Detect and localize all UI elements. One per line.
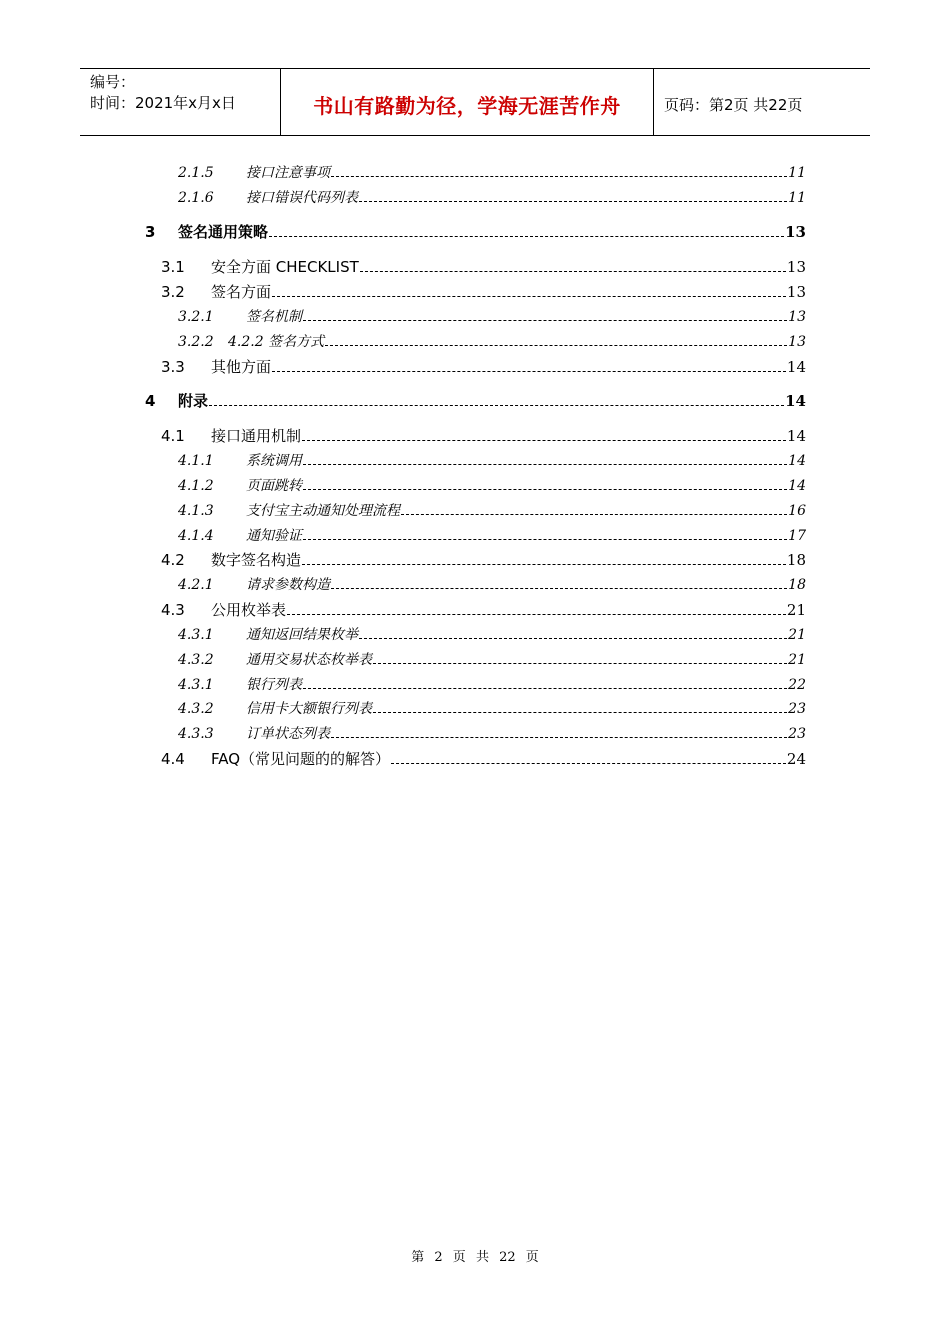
toc-entry[interactable] [161,599,806,620]
toc-entry-number: 3.2.1 [178,309,214,325]
footer-part: 共 [475,1250,489,1265]
toc-dot-leader [331,585,787,589]
page-header [80,68,870,136]
toc-dot-leader [303,317,787,321]
footer-part: 第 [411,1250,425,1265]
toc-entry[interactable] [178,500,806,520]
toc-entry-page: 11 [788,165,806,181]
toc-entry[interactable] [161,425,806,446]
toc-entry-title: 数字签名构造 [211,551,302,569]
toc-entry-title: 支付宝主动通知处理流程 [246,503,400,519]
toc-entry[interactable] [178,525,806,545]
toc-entry[interactable] [161,356,806,377]
toc-entry-page: 21 [788,652,806,668]
toc-entry-page: 11 [788,190,806,206]
toc-dot-leader [272,293,786,297]
toc-entry-title: 银行列表 [246,677,302,693]
toc-entry-page: 14 [785,392,806,410]
toc-dot-leader [303,486,787,490]
toc-entry-number: 4.2 [161,551,185,569]
toc-entry-title: FAQ（常见问题的的解答） [211,750,391,768]
toc-dot-leader [303,461,787,465]
toc-entry-number: 4.2.1 [178,577,214,593]
footer-total-pages: 22 [499,1250,516,1265]
toc-entry-title: 公用枚举表 [211,601,287,619]
toc-entry[interactable] [178,162,806,182]
toc-entry-number: 3.2.2 [178,334,214,350]
toc-entry[interactable] [178,723,806,743]
toc-entry-number: 4.1.3 [178,503,214,519]
header-motto: 书山有路勤为径，学海无涯苦作舟 [281,69,654,135]
toc-entry-number: 4.3.1 [178,627,214,643]
footer-part: 页 [452,1250,466,1265]
toc-entry-title: 签名机制 [246,309,302,325]
toc-entry[interactable] [161,549,806,570]
footer-part: 页 [525,1250,539,1265]
toc-entry-number: 3.3 [161,358,185,376]
toc-entry[interactable] [178,331,806,351]
toc-entry-page: 13 [785,223,806,241]
toc-entry[interactable] [145,221,806,242]
toc-dot-leader [373,709,787,713]
toc-entry-title: 安全方面 CHECKLIST [211,258,359,276]
toc-dot-leader [401,511,787,515]
toc-entry-title: 通用交易状态枚举表 [246,652,372,668]
toc-dot-leader [302,561,786,565]
toc-entry[interactable] [178,306,806,326]
toc-entry-number: 2.1.5 [178,165,214,181]
toc-entry-title: 订单状态列表 [246,726,330,742]
toc-entry-page: 13 [788,309,806,325]
toc-entry-number: 4.1 [161,427,185,445]
toc-entry-title: 请求参数构造 [246,577,330,593]
toc-entry-title: 签名通用策略 [178,223,269,241]
toc-dot-leader [359,198,787,202]
footer-current-page: 2 [434,1250,443,1265]
toc-entry-title: 通知返回结果枚举 [246,627,358,643]
toc-entry-page: 13 [786,258,806,276]
toc-dot-leader [303,685,787,689]
toc-entry-number: 4.3.2 [178,701,214,717]
header-page-info: 页码：第2页 共22页 [664,95,803,114]
toc-entry-page: 18 [788,577,806,593]
page-footer [0,1246,950,1265]
toc-dot-leader [359,635,787,639]
toc-entry-title: 通知验证 [246,528,302,544]
toc-entry-number: 4.1.4 [178,528,214,544]
toc-entry-page: 14 [788,453,806,469]
toc-entry-title: 接口错误代码列表 [246,190,358,206]
header-meta [80,69,281,135]
toc-dot-leader [373,660,787,664]
toc-entry-page: 23 [788,701,806,717]
toc-dot-leader [360,268,786,272]
toc-entry-title: 系统调用 [246,453,302,469]
toc-entry-title: 接口通用机制 [211,427,302,445]
toc-entry-number: 4.1.2 [178,478,214,494]
toc-entry[interactable] [178,450,806,470]
toc-entry-number: 3.2 [161,283,185,301]
document-number: 编号： [90,73,136,91]
toc-entry[interactable] [178,674,806,694]
toc-entry-page: 14 [786,358,806,376]
toc-entry[interactable] [178,698,806,718]
toc-entry-title: 信用卡大额银行列表 [246,701,372,717]
toc-entry-page: 18 [786,551,806,569]
toc-entry-page: 16 [788,503,806,519]
document-date: 时间：2021年x月x日 [90,94,236,112]
toc-entry-number: 4 [145,392,156,410]
toc-entry-title: 其他方面 [211,358,272,376]
toc-entry-title: 签名方面 [211,283,272,301]
toc-entry-number: 4.1.1 [178,453,214,469]
toc-entry-page: 14 [788,478,806,494]
toc-dot-leader [391,760,786,764]
toc-entry[interactable] [178,475,806,495]
toc-entry-number: 3.1 [161,258,185,276]
toc-entry-page: 13 [786,283,806,301]
toc-entry[interactable] [178,187,806,207]
toc-entry-page: 21 [786,601,806,619]
toc-entry-page: 22 [788,677,806,693]
toc-dot-leader [325,342,787,346]
toc-entry-number: 4.3.1 [178,677,214,693]
toc-dot-leader [331,734,787,738]
toc-entry-page: 23 [788,726,806,742]
toc-entry-title: 4.2.2 签名方式 [228,334,325,350]
toc-dot-leader [287,611,786,615]
toc-dot-leader [303,536,787,540]
toc-dot-leader [209,402,784,406]
toc-entry[interactable] [178,624,806,644]
toc-entry-number: 4.3 [161,601,185,619]
toc-entry[interactable] [178,574,806,594]
toc-entry[interactable] [161,748,806,769]
toc-entry-page: 24 [786,750,806,768]
toc-dot-leader [272,368,786,372]
toc-entry-page: 14 [786,427,806,445]
toc-entry[interactable] [161,256,806,277]
toc-entry-number: 3 [145,223,156,241]
toc-entry-page: 13 [788,334,806,350]
toc-entry[interactable] [161,281,806,302]
toc-entry-number: 4.4 [161,750,185,768]
toc-entry-page: 21 [788,627,806,643]
toc-entry-number: 4.3.2 [178,652,214,668]
toc-entry-page: 17 [788,528,806,544]
toc-entry[interactable] [145,390,806,411]
toc-dot-leader [331,173,787,177]
toc-entry-title: 附录 [178,392,209,410]
toc-entry-number: 2.1.6 [178,190,214,206]
toc-entry[interactable] [178,649,806,669]
toc-entry-title: 页面跳转 [246,478,302,494]
toc-entry-number: 4.3.3 [178,726,214,742]
toc-dot-leader [302,437,786,441]
toc-entry-title: 接口注意事项 [246,165,330,181]
toc-dot-leader [269,233,784,237]
